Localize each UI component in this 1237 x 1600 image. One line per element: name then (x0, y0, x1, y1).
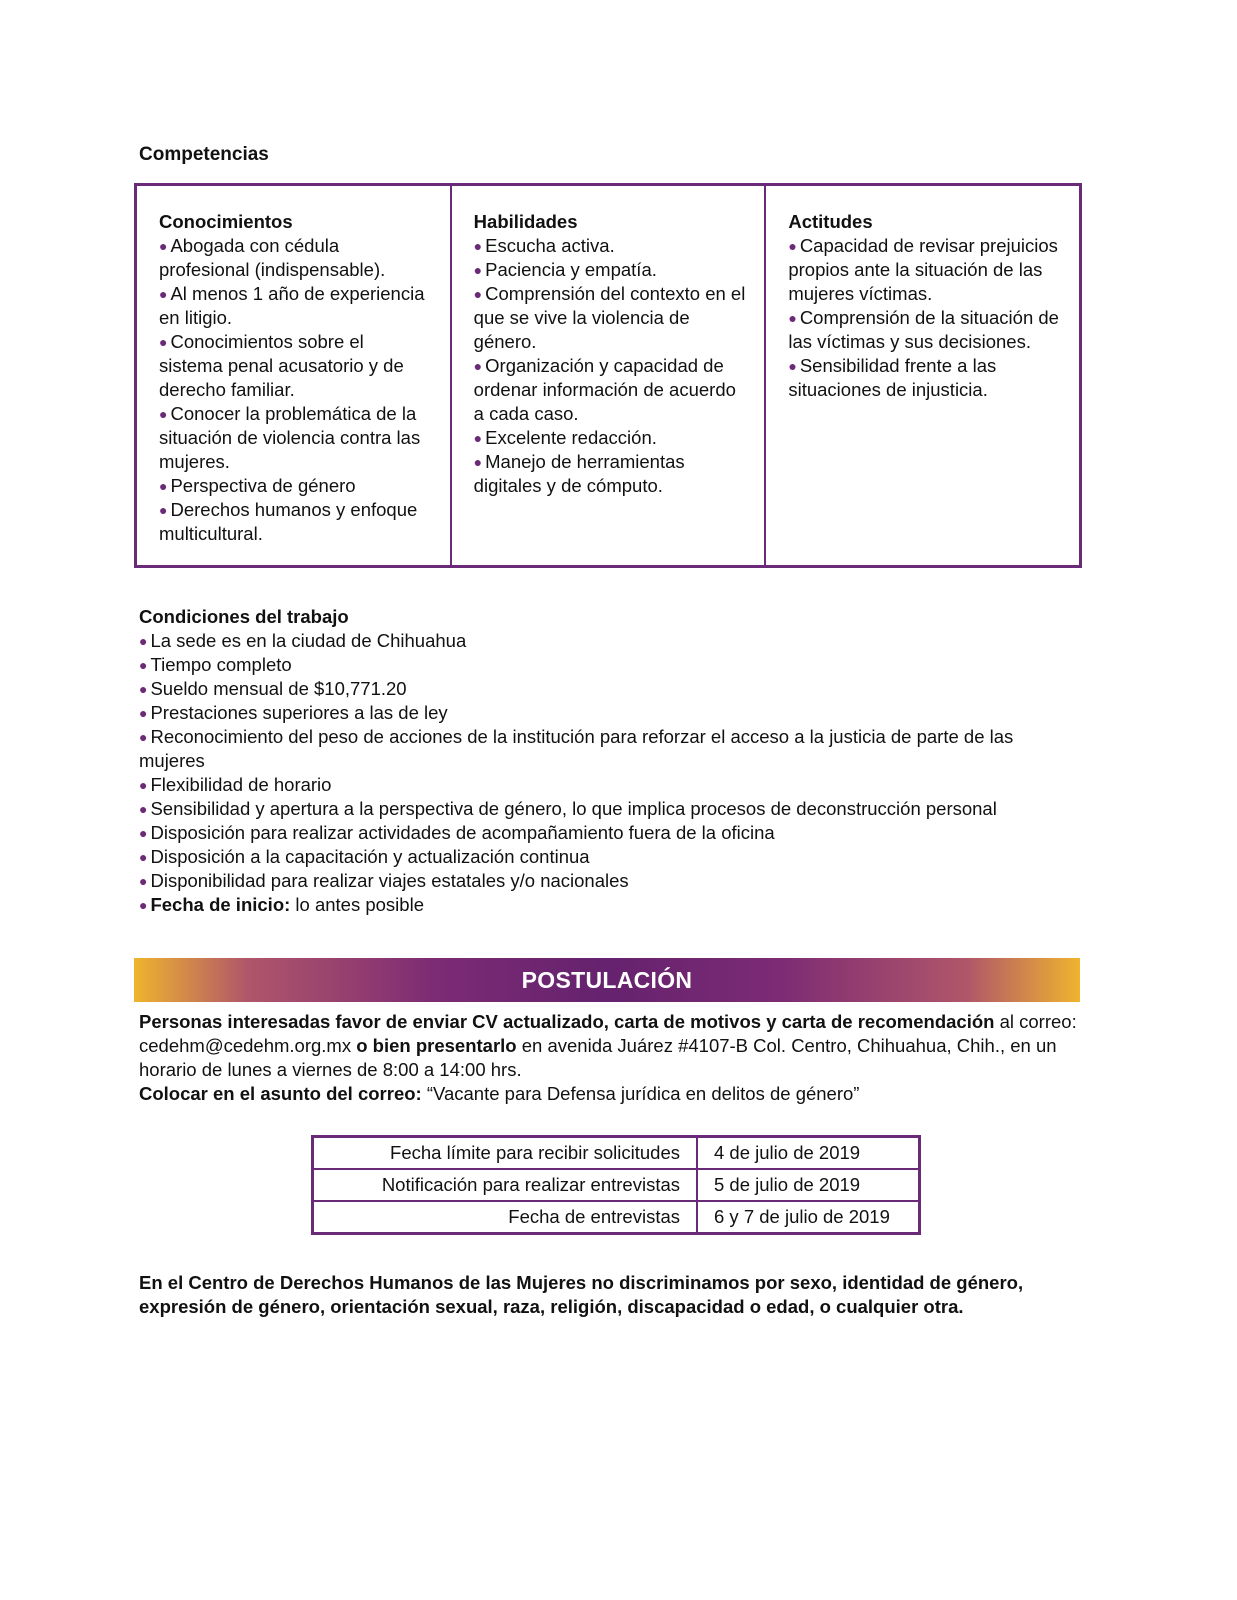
bullet-icon: ● (139, 849, 148, 865)
list-item: ● Escucha activa. (473, 235, 615, 256)
list-item: ● Al menos 1 año de experiencia en litigio. (159, 283, 425, 328)
bullet-icon: ● (139, 633, 148, 649)
list-item: ● Derechos humanos y enfoque multicultural. (159, 499, 418, 544)
competencias-heading: Competencias (139, 144, 269, 165)
list-item: ● Disponibilidad para realizar viajes estatales y/o nacionales (139, 870, 629, 891)
list-item: ● Sensibilidad frente a las situaciones de injusticia. (788, 355, 997, 400)
table-row (313, 1137, 920, 1170)
list-item: ● Disposición para realizar actividades de acompañamiento fuera de la oficina (139, 822, 775, 843)
asunto-paragraph: Colocar en el asunto del correo: “Vacante para Defensa jurídica en delitos de género” (139, 1083, 860, 1104)
list-item: ● Prestaciones superiores a las de ley (139, 702, 448, 723)
bullet-icon: ● (159, 238, 168, 254)
condiciones-heading: Condiciones del trabajo (139, 606, 349, 627)
date-label: Notificación para realizar entrevistas (313, 1169, 698, 1201)
bullet-icon: ● (159, 406, 168, 422)
list-item-start-date (139, 893, 1079, 917)
bullet-icon: ● (473, 430, 483, 446)
column-title: Conocimientos (159, 211, 293, 232)
list-item: ● Paciencia y empatía. (473, 259, 657, 280)
start-date-value: lo antes posible (290, 894, 424, 915)
bullet-icon: ● (473, 262, 483, 278)
bullet-icon: ● (139, 801, 148, 817)
bullet-icon: ● (159, 286, 168, 302)
list-item: ● Perspectiva de género (159, 475, 356, 496)
non-discrimination-note: En el Centro de Derechos Humanos de las Mujeres no discriminamos por sexo, identidad de género, expresión de género, orientación sexual, raza, religión, discapacidad o edad, o cualquier otra. (139, 1272, 1024, 1317)
list-item: ● Tiempo completo (139, 654, 292, 675)
column-actitudes (766, 186, 1079, 565)
bullet-icon: ● (473, 238, 483, 254)
bullet-icon: ● (473, 454, 483, 470)
list-item: ● Organización y capacidad de ordenar información de acuerdo a cada caso. (473, 355, 736, 424)
table-row (313, 1201, 920, 1234)
bullet-icon: ● (159, 334, 168, 350)
column-habilidades (452, 186, 767, 565)
column-conocimientos (137, 186, 452, 565)
bullet-icon: ● (139, 657, 148, 673)
bullet-icon: ● (139, 777, 148, 793)
list-item: ● Comprensión de la situación de las víctimas y sus decisiones. (788, 307, 1059, 352)
bullet-icon: ● (473, 358, 483, 374)
list-item: ● Conocer la problemática de la situación de violencia contra las mujeres. (159, 403, 421, 472)
list-item: ● Manejo de herramientas digitales y de cómputo. (473, 451, 685, 496)
competencias-table (134, 183, 1082, 568)
list-item: ● Reconocimiento del peso de acciones de la institución para reforzar el acceso a la justicia de parte de las mujeres (139, 726, 1014, 771)
date-label: Fecha límite para recibir solicitudes (313, 1137, 698, 1170)
bullet-icon: ● (139, 705, 148, 721)
bullet-icon: ● (139, 825, 148, 841)
condiciones-section (139, 605, 1079, 917)
list-item: ● Capacidad de revisar prejuicios propios ante la situación de las mujeres víctimas. (788, 235, 1058, 304)
list-item: ● Comprensión del contexto en el que se vive la violencia de género. (473, 283, 746, 352)
list-item: ● La sede es en la ciudad de Chihuahua (139, 630, 467, 651)
date-value: 6 y 7 de julio de 2019 (697, 1201, 920, 1234)
bullet-icon: ● (788, 238, 797, 254)
bullet-icon: ● (473, 286, 483, 302)
postulacion-paragraph: Personas interesadas favor de enviar CV actualizado, carta de motivos y carta de recomendación al correo: cedehm@cedehm.org.mx o bien presentarlo en avenida Juárez #4107-B Col. Centro, Chihuahua, Chih., en un horario de lunes a viernes de 8:00 a 14:00 hrs. (139, 1011, 1077, 1080)
bullet-icon: ● (788, 358, 797, 374)
list-item: ● Excelente redacción. (473, 427, 657, 448)
list-item: ● Sensibilidad y apertura a la perspectiva de género, lo que implica procesos de deconstrucción personal (139, 798, 997, 819)
list-item: ● Conocimientos sobre el sistema penal acusatorio y de derecho familiar. (159, 331, 404, 400)
bullet-icon: ● (159, 478, 168, 494)
column-title: Habilidades (473, 211, 578, 232)
column-title: Actitudes (788, 211, 873, 232)
list-item: ● Abogada con cédula profesional (indispensable). (159, 235, 386, 280)
bullet-icon: ● (139, 681, 148, 697)
bullet-icon: ● (159, 502, 168, 518)
table-row (313, 1169, 920, 1201)
postulacion-banner (134, 958, 1080, 1002)
list-item: ● Disposición a la capacitación y actualización continua (139, 846, 590, 867)
banner-title: POSTULACIÓN (521, 966, 693, 993)
start-date-label: Fecha de inicio: (150, 894, 291, 915)
bullet-icon: ● (139, 729, 148, 745)
date-value: 4 de julio de 2019 (697, 1137, 920, 1170)
bullet-icon: ● (788, 310, 797, 326)
postulacion-text (139, 1010, 1079, 1106)
list-item: ● Flexibilidad de horario (139, 774, 332, 795)
date-value: 5 de julio de 2019 (697, 1169, 920, 1201)
date-label: Fecha de entrevistas (313, 1201, 698, 1234)
fechas-table (311, 1135, 921, 1235)
list-item: ● Sueldo mensual de $10,771.20 (139, 678, 407, 699)
bullet-icon: ● (139, 873, 148, 889)
bullet-icon: ● (139, 897, 148, 913)
